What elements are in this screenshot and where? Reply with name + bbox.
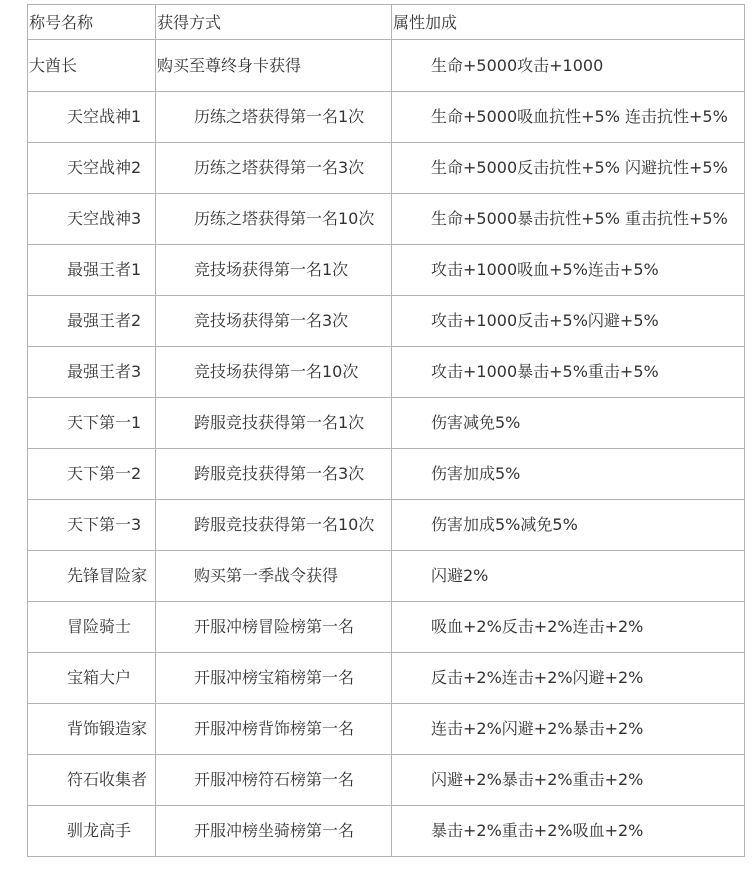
bonus-cell: 伤害加成5% bbox=[392, 449, 745, 500]
table-row bbox=[28, 92, 745, 143]
header-title-name: 称号名称 bbox=[28, 5, 156, 40]
title-name-cell: 天下第一3 bbox=[28, 500, 156, 551]
bonus-cell: 伤害加成5%减免5% bbox=[392, 500, 745, 551]
method-cell: 购买至尊终身卡获得 bbox=[156, 40, 392, 92]
title-name-cell: 天空战神1 bbox=[28, 92, 156, 143]
bonus-cell: 暴击+2%重击+2%吸血+2% bbox=[392, 806, 745, 857]
title-name-cell: 背饰锻造家 bbox=[28, 704, 156, 755]
title-name-cell: 先锋冒险家 bbox=[28, 551, 156, 602]
table-row bbox=[28, 551, 745, 602]
method-cell: 跨服竞技获得第一名3次 bbox=[156, 449, 392, 500]
bonus-cell: 吸血+2%反击+2%连击+2% bbox=[392, 602, 745, 653]
bonus-cell: 连击+2%闪避+2%暴击+2% bbox=[392, 704, 745, 755]
table-row bbox=[28, 347, 745, 398]
bonus-cell: 伤害减免5% bbox=[392, 398, 745, 449]
table-row bbox=[28, 602, 745, 653]
method-cell: 开服冲榜背饰榜第一名 bbox=[156, 704, 392, 755]
title-name-cell: 最强王者2 bbox=[28, 296, 156, 347]
title-name-cell: 冒险骑士 bbox=[28, 602, 156, 653]
bonus-cell: 生命+5000反击抗性+5% 闪避抗性+5% bbox=[392, 143, 745, 194]
method-cell: 竞技场获得第一名3次 bbox=[156, 296, 392, 347]
method-cell: 竞技场获得第一名10次 bbox=[156, 347, 392, 398]
header-bonus: 属性加成 bbox=[392, 5, 745, 40]
title-name-cell: 驯龙高手 bbox=[28, 806, 156, 857]
table-row bbox=[28, 653, 745, 704]
method-cell: 开服冲榜冒险榜第一名 bbox=[156, 602, 392, 653]
bonus-cell: 生命+5000吸血抗性+5% 连击抗性+5% bbox=[392, 92, 745, 143]
bonus-cell: 攻击+1000反击+5%闪避+5% bbox=[392, 296, 745, 347]
method-cell: 开服冲榜宝箱榜第一名 bbox=[156, 653, 392, 704]
method-cell: 跨服竞技获得第一名10次 bbox=[156, 500, 392, 551]
table-row bbox=[28, 194, 745, 245]
method-cell: 跨服竞技获得第一名1次 bbox=[156, 398, 392, 449]
table-row bbox=[28, 296, 745, 347]
title-name-cell: 大酋长 bbox=[28, 40, 156, 92]
header-method: 获得方式 bbox=[156, 5, 392, 40]
method-cell: 历练之塔获得第一名1次 bbox=[156, 92, 392, 143]
bonus-cell: 闪避2% bbox=[392, 551, 745, 602]
title-name-cell: 天下第一1 bbox=[28, 398, 156, 449]
method-cell: 历练之塔获得第一名10次 bbox=[156, 194, 392, 245]
title-name-cell: 天空战神2 bbox=[28, 143, 156, 194]
method-cell: 竞技场获得第一名1次 bbox=[156, 245, 392, 296]
bonus-cell: 反击+2%连击+2%闪避+2% bbox=[392, 653, 745, 704]
table-row bbox=[28, 806, 745, 857]
table-row bbox=[28, 704, 745, 755]
table-row bbox=[28, 755, 745, 806]
title-name-cell: 最强王者1 bbox=[28, 245, 156, 296]
table-row bbox=[28, 143, 745, 194]
method-cell: 购买第一季战令获得 bbox=[156, 551, 392, 602]
title-name-cell: 宝箱大户 bbox=[28, 653, 156, 704]
title-name-cell: 天空战神3 bbox=[28, 194, 156, 245]
bonus-cell: 攻击+1000暴击+5%重击+5% bbox=[392, 347, 745, 398]
method-cell: 历练之塔获得第一名3次 bbox=[156, 143, 392, 194]
bonus-cell: 闪避+2%暴击+2%重击+2% bbox=[392, 755, 745, 806]
title-table bbox=[27, 4, 745, 857]
bonus-cell: 攻击+1000吸血+5%连击+5% bbox=[392, 245, 745, 296]
table-row bbox=[28, 40, 745, 92]
title-name-cell: 最强王者3 bbox=[28, 347, 156, 398]
table-row bbox=[28, 398, 745, 449]
table-row bbox=[28, 245, 745, 296]
table-row bbox=[28, 500, 745, 551]
method-cell: 开服冲榜坐骑榜第一名 bbox=[156, 806, 392, 857]
title-name-cell: 天下第一2 bbox=[28, 449, 156, 500]
bonus-cell: 生命+5000暴击抗性+5% 重击抗性+5% bbox=[392, 194, 745, 245]
table-row bbox=[28, 449, 745, 500]
table-header-row bbox=[28, 5, 745, 40]
method-cell: 开服冲榜符石榜第一名 bbox=[156, 755, 392, 806]
bonus-cell: 生命+5000攻击+1000 bbox=[392, 40, 745, 92]
title-name-cell: 符石收集者 bbox=[28, 755, 156, 806]
